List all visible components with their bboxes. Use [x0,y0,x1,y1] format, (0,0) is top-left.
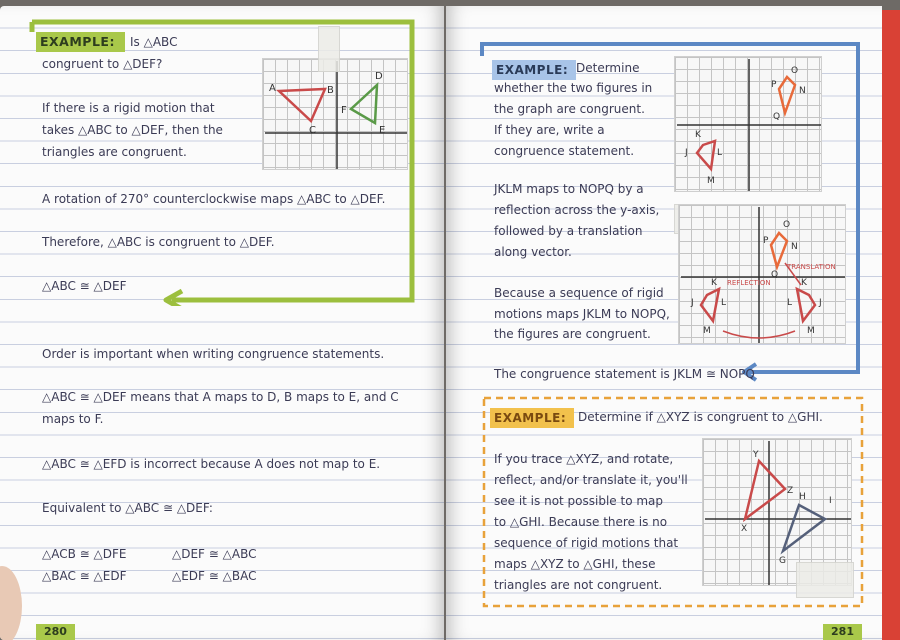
g1-p: P [771,80,777,90]
example1-label: EXAMPLE: [492,60,576,80]
para8: Equivalent to △ABC ≅ △DEF: [42,501,213,515]
left-page [0,6,444,640]
equiv-3: △BAC ≅ △EDF [42,569,127,583]
right-page [446,6,882,640]
tape [796,562,854,598]
para1-line1: If there is a rigid motion that [42,101,215,115]
page-number-left: 280 [36,624,75,640]
example2-label: EXAMPLE: [490,408,574,428]
example-question-line2: congruent to △DEF? [42,57,163,71]
equiv-2: △DEF ≅ △ABC [172,547,257,561]
g2-k2: K [801,278,807,288]
g3-i: I [829,496,832,506]
g1-n: N [799,86,806,96]
para3: Therefore, △ABC is congruent to △DEF. [42,235,275,249]
page-number-right: 281 [823,624,862,640]
ex1-line3: the graph are congruent. [494,102,645,116]
label-a: A [269,83,276,94]
g3-z: Z [787,486,794,496]
g1-k: K [695,130,701,140]
g2-l1: L [721,298,727,308]
g1-q: Q [773,112,781,122]
graph1-svg [675,57,823,193]
c-line4: to △GHI. Because there is no [494,515,668,529]
label-e: E [379,125,386,136]
g2-j2: J [819,298,822,308]
equiv-4: △EDF ≅ △BAC [172,569,257,583]
c-line7: triangles are not congruent. [494,578,663,592]
example-label: EXAMPLE: [36,32,125,52]
ex1-line4: If they are, write a [494,123,605,137]
para7: △ABC ≅ △EFD is incorrect because A does not map to E. [42,457,381,471]
g2-j1: J [691,298,694,308]
ex2-question: Determine if △XYZ is congruent to △GHI. [578,410,823,424]
g3-y: Y [753,450,759,460]
g2-m1: M [703,326,711,336]
g3-h: H [799,492,806,502]
c-line1: If you trace △XYZ, and rotate, [494,452,674,466]
graph-jklm-nopq [674,56,822,192]
g1-l: L [717,148,723,158]
g1-o: O [791,66,799,76]
equiv-1: △ACB ≅ △DFE [42,547,127,561]
c-line2: reflect, and/or translate it, you'll [494,473,688,487]
g2-m2: M [807,326,815,336]
ex1-line5: congruence statement. [494,144,635,158]
para1-line3: triangles are congruent. [42,145,187,159]
b3: The congruence statement is JKLM ≅ NOPQ [494,367,755,381]
b1-line3: followed by a translation [494,224,643,238]
book-cover-edge [882,10,900,640]
g2-translation: TRANSLATION [787,263,836,271]
b2-line3: the figures are congruent. [494,327,651,341]
label-d: D [375,71,383,82]
ex1-line1: Determine [576,61,640,75]
thumb [0,566,22,640]
b1-line1: JKLM maps to NOPQ by a [494,182,644,196]
c-line3: see it is not possible to map [494,494,664,508]
g3-x: X [741,524,748,534]
g2-l2: L [787,298,793,308]
para1-line2: takes △ABC to △DEF, then the [42,123,223,137]
graph2-svg [679,205,847,345]
g2-k1: K [711,278,717,288]
g2-reflection: REFLECTION [727,279,771,287]
graph-abc-def [262,58,408,170]
para6-line1: △ABC ≅ △DEF means that A maps to D, B maps to E, and C [42,390,399,404]
ex1-line2: whether the two figures in [494,81,653,95]
example-question-line1: Is △ABC [130,35,178,49]
para2: A rotation of 270° counterclockwise maps △ABC to △DEF. [42,192,386,206]
label-f: F [341,105,347,116]
g3-g: G [779,556,786,566]
g1-m: M [707,176,715,186]
graph-reflection-translation [678,204,846,344]
g2-n: N [791,242,798,252]
para4: △ABC ≅ △DEF [42,279,127,293]
g2-o: O [783,220,791,230]
label-b: B [327,85,334,96]
c-line6: maps △XYZ to △GHI, these [494,557,656,571]
b1-line4: along vector. [494,245,572,259]
c-line5: sequence of rigid motions that [494,536,679,550]
b2-line1: Because a sequence of rigid [494,286,664,300]
g2-q: Q [771,270,779,280]
para5: Order is important when writing congruence statements. [42,347,385,361]
g2-p: P [763,236,769,246]
b1-line2: reflection across the y-axis, [494,203,660,217]
para6-line2: maps to F. [42,412,104,426]
label-c: C [309,125,316,136]
tape [318,26,340,72]
graph-abc-def-svg [263,59,409,171]
g1-j: J [685,148,688,158]
b2-line2: motions maps JKLM to NOPQ, [494,307,670,321]
